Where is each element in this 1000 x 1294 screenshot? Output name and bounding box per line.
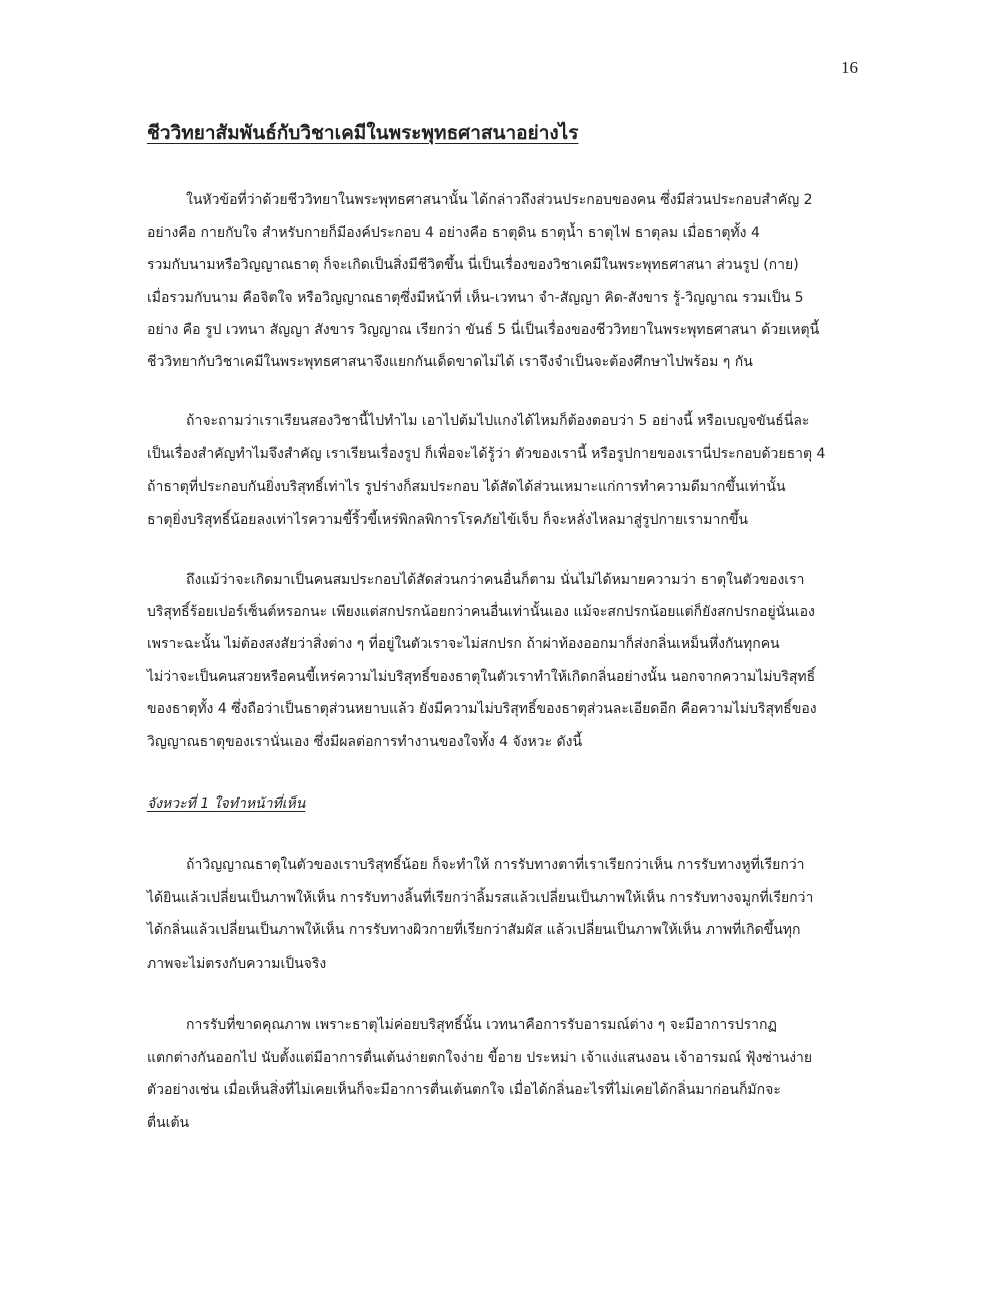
paragraph-5-line-3: ตัวอย่างเช่น เมื่อเห็นสิ่งที่ไม่เคยเห็นก็จะมีอาการตื่นเต้นตกใจ เมื่อได้กลิ่นอะไรที่ไม่เคยได้กลิ่นมาก่อนก็มักจะ bbox=[147, 1082, 781, 1098]
paragraph-2-line-2: เป็นเรื่องสำคัญทำไมจึงสำคัญ เราเรียนเรื่องรูป ก็เพื่อจะได้รู้ว่า ตัวของเรานี้ หรือรูปกายของเรานี่ประกอบด้วยธาตุ 4 bbox=[147, 446, 826, 462]
paragraph-1-line-2: อย่างคือ กายกับใจ สำหรับกายก็มีองค์ประกอบ 4 อย่างคือ ธาตุดิน ธาตุน้ำ ธาตุไฟ ธาตุลม เมื่อธาตุทั้ง 4 bbox=[147, 225, 760, 241]
page-number: 16 bbox=[841, 58, 858, 77]
paragraph-3-line-5: ของธาตุทั้ง 4 ซึ่งถือว่าเป็นธาตุส่วนหยาบแล้ว ยังมีความไม่บริสุทธิ์ของธาตุส่วนละเอียดอีก คือความไม่บริสุทธิ์ของ bbox=[147, 701, 817, 717]
paragraph-4-line-3: ได้กลิ่นแล้วเปลี่ยนเป็นภาพให้เห็น การรับทางผิวกายที่เรียกว่าสัมผัส แล้วเปลี่ยนเป็นภาพให้เห็น ภาพที่เกิดขึ้นทุก bbox=[147, 922, 801, 938]
paragraph-5-line-4: ตื่นเต้น bbox=[147, 1115, 190, 1131]
paragraph-5-line-1: การรับที่ขาดคุณภาพ เพราะธาตุไม่ค่อยบริสุทธิ์นั้น เวทนาคือการรับอารมณ์ต่าง ๆ จะมีอาการปรากฏ bbox=[186, 1017, 777, 1033]
paragraph-2-line-4: ธาตุยิ่งบริสุทธิ์น้อยลงเท่าไรความขี้ริ้วขี้เหร่พิกลพิการโรคภัยไข้เจ็บ ก็จะหลั่งไหลมาสู่รูปกายเรามากขึ้น bbox=[147, 512, 748, 528]
paragraph-3-line-1: ถึงแม้ว่าจะเกิดมาเป็นคนสมประกอบได้สัดส่วนกว่าคนอื่นก็ตาม นั่นไม่ได้หมายความว่า ธาตุในตัวของเรา bbox=[186, 572, 805, 588]
paragraph-4-line-2: ได้ยินแล้วเปลี่ยนเป็นภาพให้เห็น การรับทางลิ้นที่เรียกว่าลิ้มรสแล้วเปลี่ยนเป็นภาพให้เห็น การรับทางจมูกที่เรียกว่า bbox=[147, 890, 814, 906]
paragraph-3-line-2: บริสุทธิ์ร้อยเปอร์เซ็นต์หรอกนะ เพียงแต่สกปรกน้อยกว่าคนอื่นเท่านั้นเอง แม้จะสกปรกน้อยแต่ก็ยังสกปรกอยู่นั่นเอง bbox=[147, 604, 815, 620]
paragraph-1-line-5: อย่าง คือ รูป เวทนา สัญญา สังขาร วิญญาณ เรียกว่า ขันธ์ 5 นี่เป็นเรื่องของชีววิทยาในพระพุทธศาสนา ด้วยเหตุนี้ bbox=[147, 322, 820, 338]
paragraph-4-line-4: ภาพจะไม่ตรงกับความเป็นจริง bbox=[147, 956, 327, 972]
paragraph-2-line-1: ถ้าจะถามว่าเราเรียนสองวิชานี้ไปทำไม เอาไปต้มไปแกงได้ไหมก็ต้องตอบว่า 5 อย่างนี้ หรือเบญจขันธ์นี่ละ bbox=[186, 413, 810, 429]
paragraph-1-line-4: เมื่อรวมกับนาม คือจิตใจ หรือวิญญาณธาตุซึ่งมีหน้าที่ เห็น-เวทนา จำ-สัญญา คิด-สังขาร รู้-วิญญาณ รวมเป็น 5 bbox=[147, 290, 804, 306]
page-title: ชีววิทยาสัมพันธ์กับวิชาเคมีในพระพุทธศาสนาอย่างไร bbox=[147, 122, 579, 144]
paragraph-3-line-6: วิญญาณธาตุของเรานั่นเอง ซึ่งมีผลต่อการทำงานของใจทั้ง 4 จังหวะ ดังนี้ bbox=[147, 734, 583, 750]
paragraph-1-line-1: ในหัวข้อที่ว่าด้วยชีววิทยาในพระพุทธศาสนานั้น ได้กล่าวถึงส่วนประกอบของคน ซึ่งมีส่วนประกอบสำคัญ 2 bbox=[186, 192, 813, 208]
paragraph-5-line-2: แตกต่างกันออกไป นับตั้งแต่มีอาการตื่นเต้นง่ายตกใจง่าย ขี้อาย ประหม่า เจ้าแง่แสนงอน เจ้าอารมณ์ ฟุ้งซ่านง่าย bbox=[147, 1050, 813, 1066]
paragraph-3-line-4: ไม่ว่าจะเป็นคนสวยหรือคนขี้เหร่ความไม่บริสุทธิ์ของธาตุในตัวเราทำให้เกิดกลิ่นอย่างนั้น นอกจากความไม่บริสุทธิ์ bbox=[147, 669, 816, 685]
paragraph-1-line-3: รวมกับนามหรือวิญญาณธาตุ ก็จะเกิดเป็นสิ่งมีชีวิตขึ้น นี่เป็นเรื่องของวิชาเคมีในพระพุทธศาสนา ส่วนรูป (กาย) bbox=[147, 257, 799, 273]
section-heading: จังหวะที่ 1 ใจทำหน้าที่เห็น bbox=[147, 796, 306, 812]
paragraph-3-line-3: เพราะฉะนั้น ไม่ต้องสงสัยว่าสิ่งต่าง ๆ ที่อยู่ในตัวเราจะไม่สกปรก ถ้าผ่าท้องออกมาก็ส่งกลิ่นเหม็นหึ่งกันทุกคน bbox=[147, 636, 780, 652]
paragraph-1-line-6: ชีววิทยากับวิชาเคมีในพระพุทธศาสนาจึงแยกกันเด็ดขาดไม่ได้ เราจึงจำเป็นจะต้องศึกษาไปพร้อม ๆ กัน bbox=[147, 354, 753, 370]
paragraph-2-line-3: ถ้าธาตุที่ประกอบกันยิ่งบริสุทธิ์เท่าไร รูปร่างก็สมประกอบ ได้สัดได้ส่วนเหมาะแก่การทำความดีมากขึ้นเท่านั้น bbox=[147, 479, 786, 495]
paragraph-4-line-1: ถ้าวิญญาณธาตุในตัวของเราบริสุทธิ์น้อย ก็จะทำให้ การรับทางตาที่เราเรียกว่าเห็น การรับทางหูที่เรียกว่า bbox=[186, 857, 805, 873]
